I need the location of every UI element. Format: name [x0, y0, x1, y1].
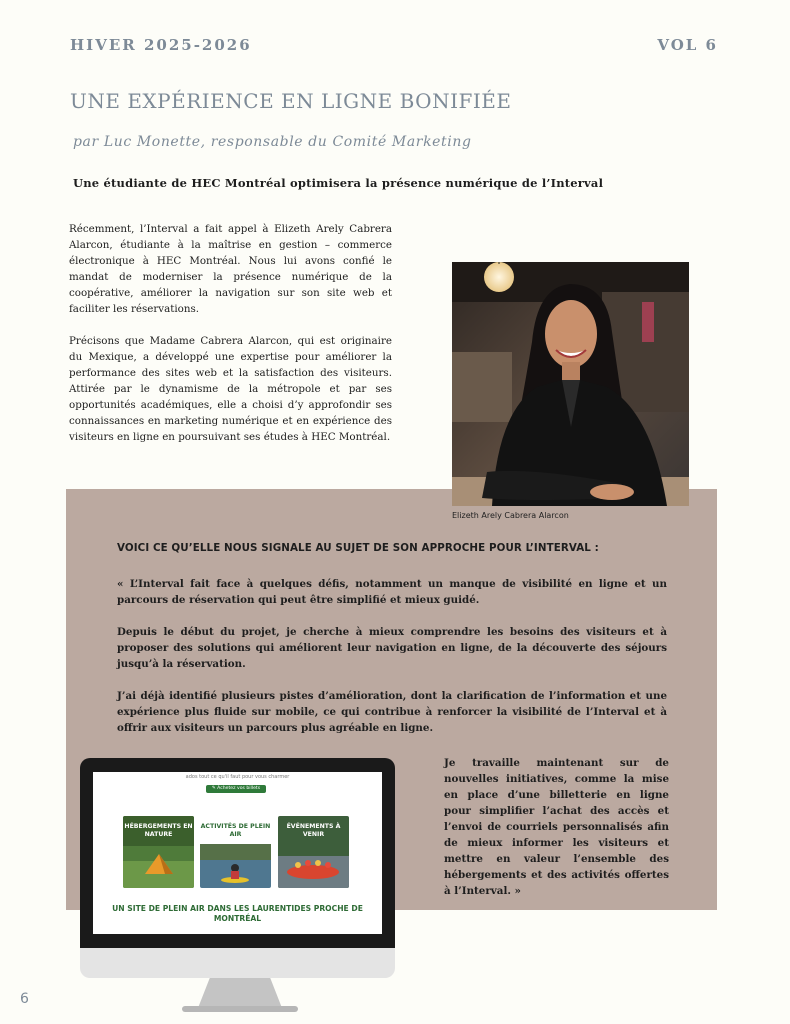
article-title: UNE EXPÉRIENCE EN LIGNE BONIFIÉE: [70, 89, 512, 113]
monitor-chin: [80, 948, 395, 978]
card-events[interactable]: [278, 816, 349, 888]
quote-paragraph: Depuis le début du projet, je cherche à mieux comprendre les besoins des visiteurs et à proposer des solutions qui améliorent leur navigation en ligne, de la découverte des séjours jusqu’à la réservation.: [117, 626, 667, 670]
article-body: [69, 221, 392, 461]
monitor-stand: [198, 978, 282, 1008]
paragraph: Précisons que Madame Cabrera Alarcon, qui est originaire du Mexique, a développé une expertise pour améliorer la performance des sites web et la satisfaction des visiteurs. Attirée par le dynamisme de la métropole et par ses opportunités académiques, elle a choisi d’y approfondir ses connaissances en marketing numérique et en expérience des visiteurs en ligne en poursuivant ses études à HEC Montréal.: [69, 335, 392, 443]
website-top-text: ados tout ce qu'il faut pour vous charmer: [185, 774, 290, 780]
card-label: HÉBERGEMENTS EN NATURE: [124, 823, 193, 838]
quote-lead: VOICI CE QU’ELLE NOUS SIGNALE AU SUJET DE SON APPROCHE POUR L’INTERVAL :: [117, 542, 599, 554]
issue-volume: VOL 6: [657, 36, 718, 54]
article-author: par Luc Monette, responsable du Comité Marketing: [73, 134, 472, 150]
article-subtitle: Une étudiante de HEC Montréal optimisera la présence numérique de l’Interval: [73, 176, 604, 190]
website-screen: [93, 772, 382, 934]
card-activities[interactable]: [200, 816, 271, 888]
quote-paragraph: J’ai déjà identifié plusieurs pistes d’amélioration, dont la clarification de l’information et une expérience plus fluide sur mobile, ce qui contribue à renforcer la visibilité de l’Interval et à offrir aux visiteurs un parcours plus agréable en ligne.: [117, 690, 667, 734]
website-tagline: UN SITE DE PLEIN AIR DANS LES LAURENTIDES PROCHE DE MONTRÉAL: [112, 904, 363, 923]
page-number: 6: [20, 991, 29, 1007]
buy-tickets-button[interactable]: ✎ Achetez vos billets: [206, 785, 266, 793]
quote-content: [117, 540, 667, 752]
card-accommodation[interactable]: [123, 816, 194, 888]
card-label: ÉVÉNEMENTS À VENIR: [286, 823, 341, 838]
monitor-base: [182, 1006, 298, 1012]
card-label: ACTIVITÉS DE PLEIN AIR: [200, 823, 271, 838]
photo-caption: Elizeth Arely Cabrera Alarcon: [452, 511, 569, 520]
quote-paragraph: « L’Interval fait face à quelques défis, notamment un manque de visibilité en ligne et un parcours de réservation qui peut être simplifié et mieux guidé.: [117, 578, 667, 606]
quote-closing: Je travaille maintenant sur de nouvelles initiatives, comme la mise en place d’une billetterie en ligne pour simplifier l’achat des accès et l’envoi de courriels personnalisés afin de mieux informer les visiteurs et mettre en valeur l’ensemble des hébergements et des activités offertes à l’Interval. »: [444, 757, 669, 897]
paragraph: Récemment, l’Interval a fait appel à Elizeth Arely Cabrera Alarcon, étudiante à la maîtrise en gestion – commerce électronique à HEC Montréal. Nous lui avons confié le mandat de moderniser la présence numérique de la coopérative, améliorer la navigation sur son site web et faciliter les réservations.: [69, 223, 392, 315]
portrait-photo: [452, 262, 689, 506]
issue-season: HIVER 2025-2026: [70, 36, 252, 54]
